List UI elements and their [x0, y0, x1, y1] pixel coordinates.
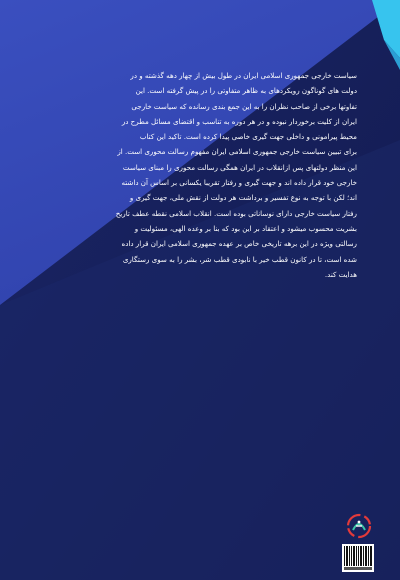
blurb-line: دولت های گوناگون رویکردهای به ظاهر متفاوتی را در پیش گرفته است. این	[135, 86, 357, 96]
blurb-line: خارجی خود قرار داده اند و جهت گیری و رفتار تقریبا یکسانی بر اساس آن داشته	[121, 178, 357, 188]
blurb-line: ایران از کلیت برخوردار نبوده و در هر دوره به تناسب و اقتضای مسائل مطرح در	[121, 116, 357, 126]
blurb-line: شده است، تا در کانون قطب خیر با نابودی قطب شر، بشر را به سوی رستگاری	[122, 254, 357, 264]
blurb-line: این منظر دولتهای پس ازانقلاب در ایران همگی رسالت محوری را مبنای سیاست	[122, 162, 357, 172]
blurb-line: هدایت کند.	[324, 269, 357, 279]
blurb-line: تفاوتها برخی از صاحب نظران را به این جمع بندی رسانده که سیاست خارجی	[131, 101, 357, 111]
blurb-line: محیط پیرامونی و داخلی جهت گیری خاصی پیدا کرده است. تاکید این کتاب	[139, 132, 357, 142]
blurb-line: رفتار سیاست خارجی دارای نوساناتی بوده است. انقلاب اسلامی نقطه عطف تاریخ	[115, 208, 357, 218]
publisher-logo-icon	[346, 512, 372, 540]
blurb-line: سیاست خارجی جمهوری اسلامی ایران در طول بیش از چهار دهه گذشته و در	[130, 71, 357, 80]
barcode-icon	[342, 544, 374, 572]
blurb-line: اند؛ لکن با توجه به نوع تفسیر و برداشت هر دولت از نقش ملی، جهت گیری و	[129, 193, 357, 203]
blurb-line: بشریت محسوب میشود و اعتقاد بر این بود که بنا بر وعده الهی، مسئولیت و	[134, 223, 357, 233]
back-cover-blurb	[52, 68, 357, 282]
blurb-line: برای تبیین سیاست خارجی جمهوری اسلامی ایران مفهوم رسالت محوری است. از	[117, 147, 357, 157]
blurb-line: رسالتی ویژه در این برهه تاریخی خاص بر عهده جمهوری اسلامی ایران قرار داده	[121, 239, 357, 249]
